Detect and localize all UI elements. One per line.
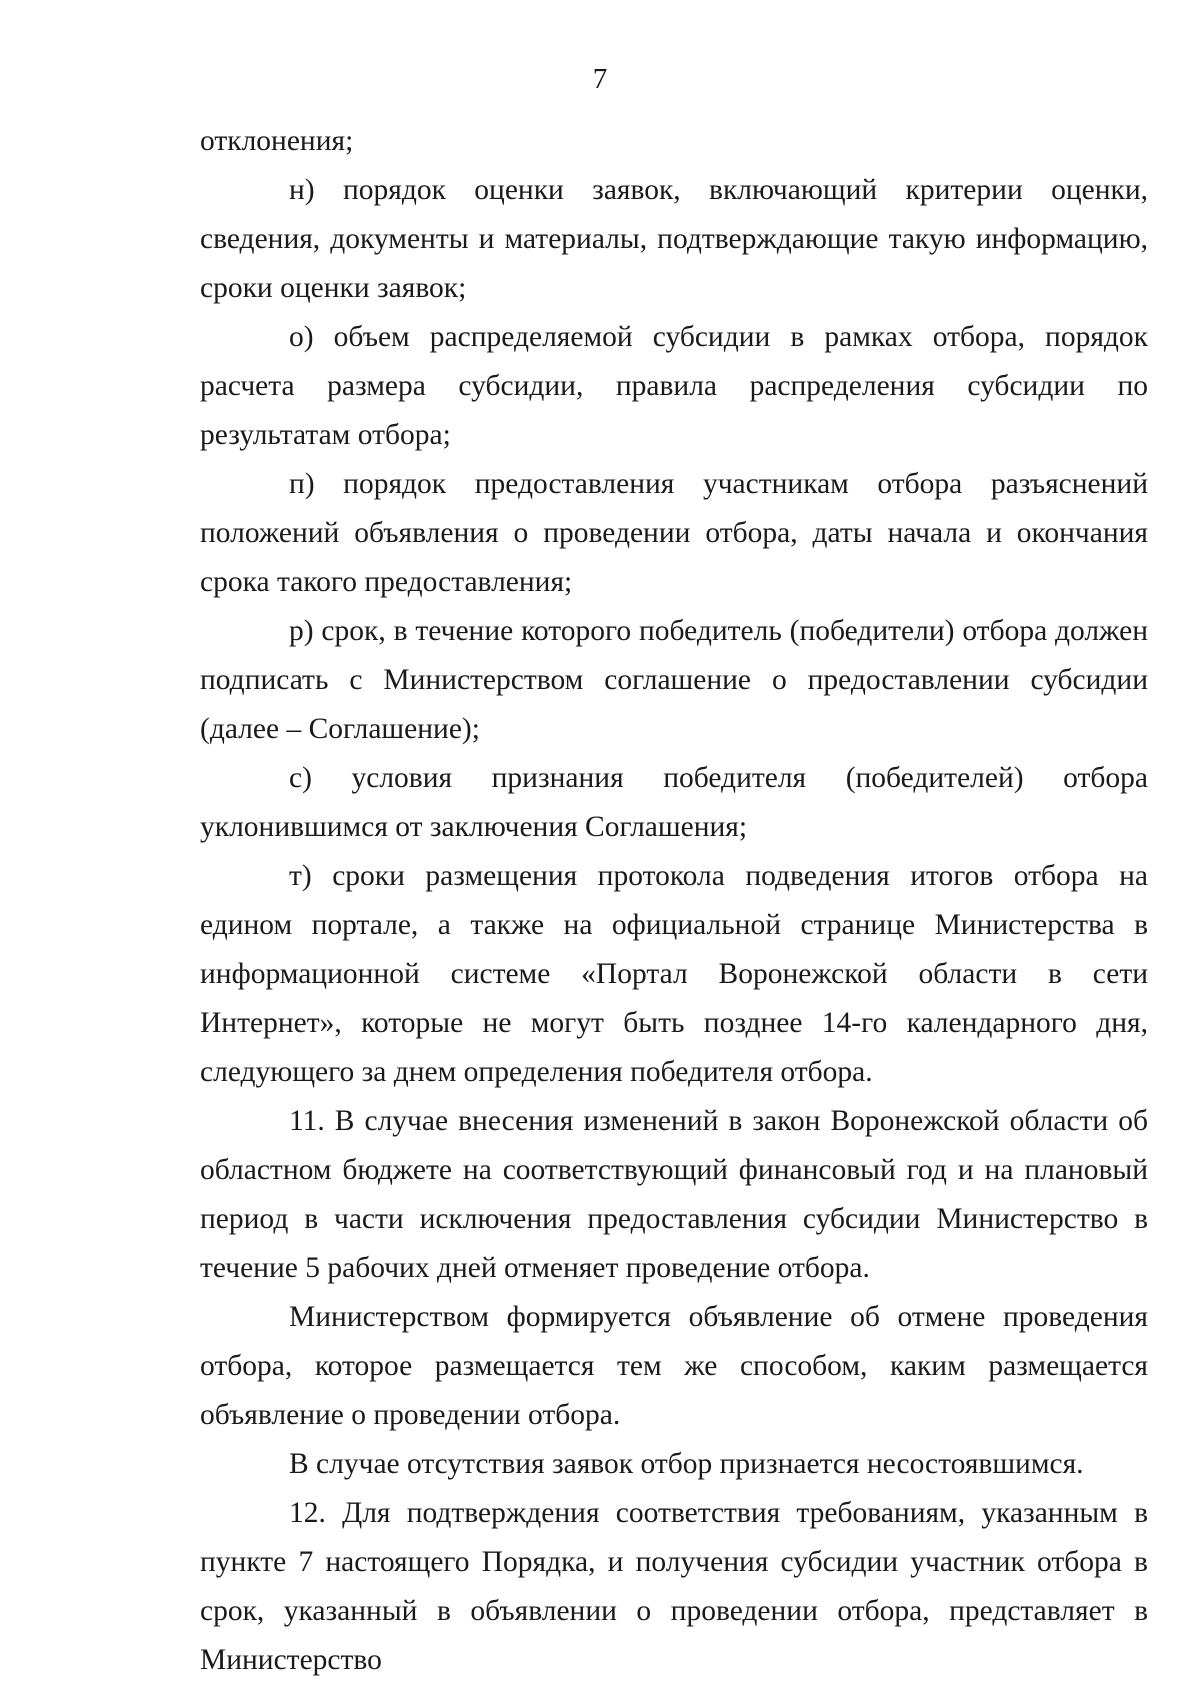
paragraph-item-p: п) порядок предоставления участникам отбора разъяснений положений объявления о проведении отбора, даты начала и окончания срока такого предоставления;: [200, 468, 1148, 598]
paragraph-continuation: отклонения;: [200, 125, 354, 157]
paragraph-item-t: т) сроки размещения протокола подведения итогов отбора на едином портале, а также на официальной странице Министерства в информационной системе «Портал Воронежской области в сети Интернет», которые не могут быть позднее 14-го календарного дня, следующего за днем определения победителя отбора.: [200, 860, 1148, 1088]
paragraph-no-applications: В случае отсутствия заявок отбор признается несостоявшимся.: [289, 1448, 1084, 1480]
page-number: 7: [592, 63, 608, 95]
document-body: [200, 117, 1148, 1685]
paragraph-clause-11: 11. В случае внесения изменений в закон Воронежской области об областном бюджете на соответствующий финансовый год и на плановый период в части исключения предоставления субсидии Министерство в течение 5 рабочих дней отменяет проведение отбора.: [200, 1105, 1148, 1284]
paragraph-item-o: о) объем распределяемой субсидии в рамках отбора, порядок расчета размера субсидии, правила распределения субсидии по результатам отбора;: [200, 321, 1148, 451]
paragraph-clause-12: 12. Для подтверждения соответствия требованиям, указанным в пункте 7 настоящего Порядка, и получения субсидии участник отбора в срок, указанный в объявлении о проведении отбора, представляет в Министерство: [200, 1497, 1148, 1676]
paragraph-item-s: с) условия признания победителя (победителей) отбора уклонившимся от заключения Соглашения;: [200, 762, 1148, 843]
paragraph-item-r: р) срок, в течение которого победитель (победители) отбора должен подписать с Министерством соглашение о предоставлении субсидии (далее – Соглашение);: [200, 615, 1148, 745]
paragraph-item-n: н) порядок оценки заявок, включающий критерии оценки, сведения, документы и материалы, подтверждающие такую информацию, сроки оценки заявок;: [200, 174, 1148, 304]
paragraph-cancel-announcement: Министерством формируется объявление об отмене проведения отбора, которое размещается тем же способом, каким размещается объявление о проведении отбора.: [200, 1301, 1148, 1431]
